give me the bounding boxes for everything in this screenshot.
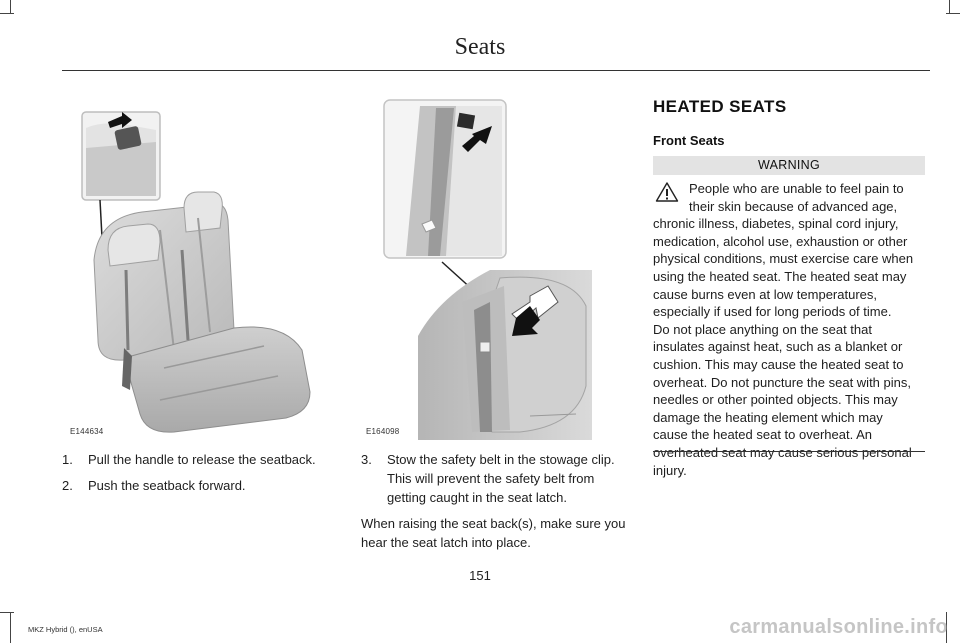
crop-mark — [0, 13, 14, 14]
warning-end-divider — [653, 451, 925, 452]
left-column — [62, 450, 342, 502]
warning-line: overheated seat may cause serious personal — [653, 444, 912, 460]
warning-banner: WARNING — [653, 156, 925, 175]
page-number: 151 — [469, 568, 491, 583]
crop-mark — [946, 13, 960, 14]
warning-line: their skin because of advanced age, — [689, 198, 898, 214]
page-title: Seats — [454, 34, 506, 60]
list-item — [361, 450, 633, 507]
warning-line: cushion. This may cause the heated seat to — [653, 356, 904, 372]
warning-line: Do not place anything on the seat that — [653, 321, 872, 337]
title-divider — [62, 70, 930, 71]
list-item — [62, 450, 342, 469]
warning-line: overheat. Do not puncture the seat with pins, — [653, 374, 911, 390]
warning-line: injury. — [653, 462, 687, 478]
step-text: Stow the safety belt in the stowage clip. This will prevent the safety belt from getting caught in the seat latch. — [387, 452, 615, 505]
step-number: 3. — [361, 452, 372, 467]
figure-code: E164098 — [366, 427, 400, 436]
crop-mark — [10, 0, 11, 14]
warning-text — [653, 180, 925, 479]
step-text: Pull the handle to release the seatback. — [88, 452, 316, 467]
step-number: 1. — [62, 452, 73, 467]
warning-line: damage the heating element which may — [653, 409, 883, 425]
warning-line: especially if used for long periods of time. — [653, 304, 892, 320]
rear-seat-figure — [64, 100, 322, 440]
sub-heading: Front Seats — [653, 133, 725, 148]
warning-line: insulates against heat, such as a blanket or — [653, 339, 903, 355]
warning-line: using the heated seat. The heated seat may — [653, 268, 907, 284]
warning-line: physical conditions, must exercise care when — [653, 251, 914, 267]
step-text: Push the seatback forward. — [88, 478, 246, 493]
section-heading: HEATED SEATS — [653, 97, 787, 116]
crop-mark — [0, 612, 14, 613]
warning-line: cause burns even at low temperatures, — [653, 286, 878, 302]
middle-column — [361, 450, 633, 552]
body-paragraph: When raising the seat back(s), make sure you hear the seat latch into place. — [361, 516, 626, 550]
list-item — [62, 476, 342, 495]
warning-line: chronic illness, diabetes, spinal cord injury, — [653, 216, 899, 232]
warning-line: needles or other pointed objects. This may — [653, 392, 898, 408]
step-number: 2. — [62, 478, 73, 493]
figure-code: E144634 — [70, 427, 104, 436]
warning-line: medication, alcohol use, exhaustion or other — [653, 233, 908, 249]
watermark: carmanualsonline.info — [729, 616, 948, 638]
warning-line: People who are unable to feel pain to — [689, 181, 904, 196]
crop-mark — [10, 612, 11, 643]
belt-clip-figure — [380, 96, 594, 440]
warning-line: cause the heated seat to overheat. An — [653, 427, 872, 443]
crop-mark — [949, 0, 950, 14]
footer-model-text: MKZ Hybrid (), enUSA — [28, 625, 103, 634]
